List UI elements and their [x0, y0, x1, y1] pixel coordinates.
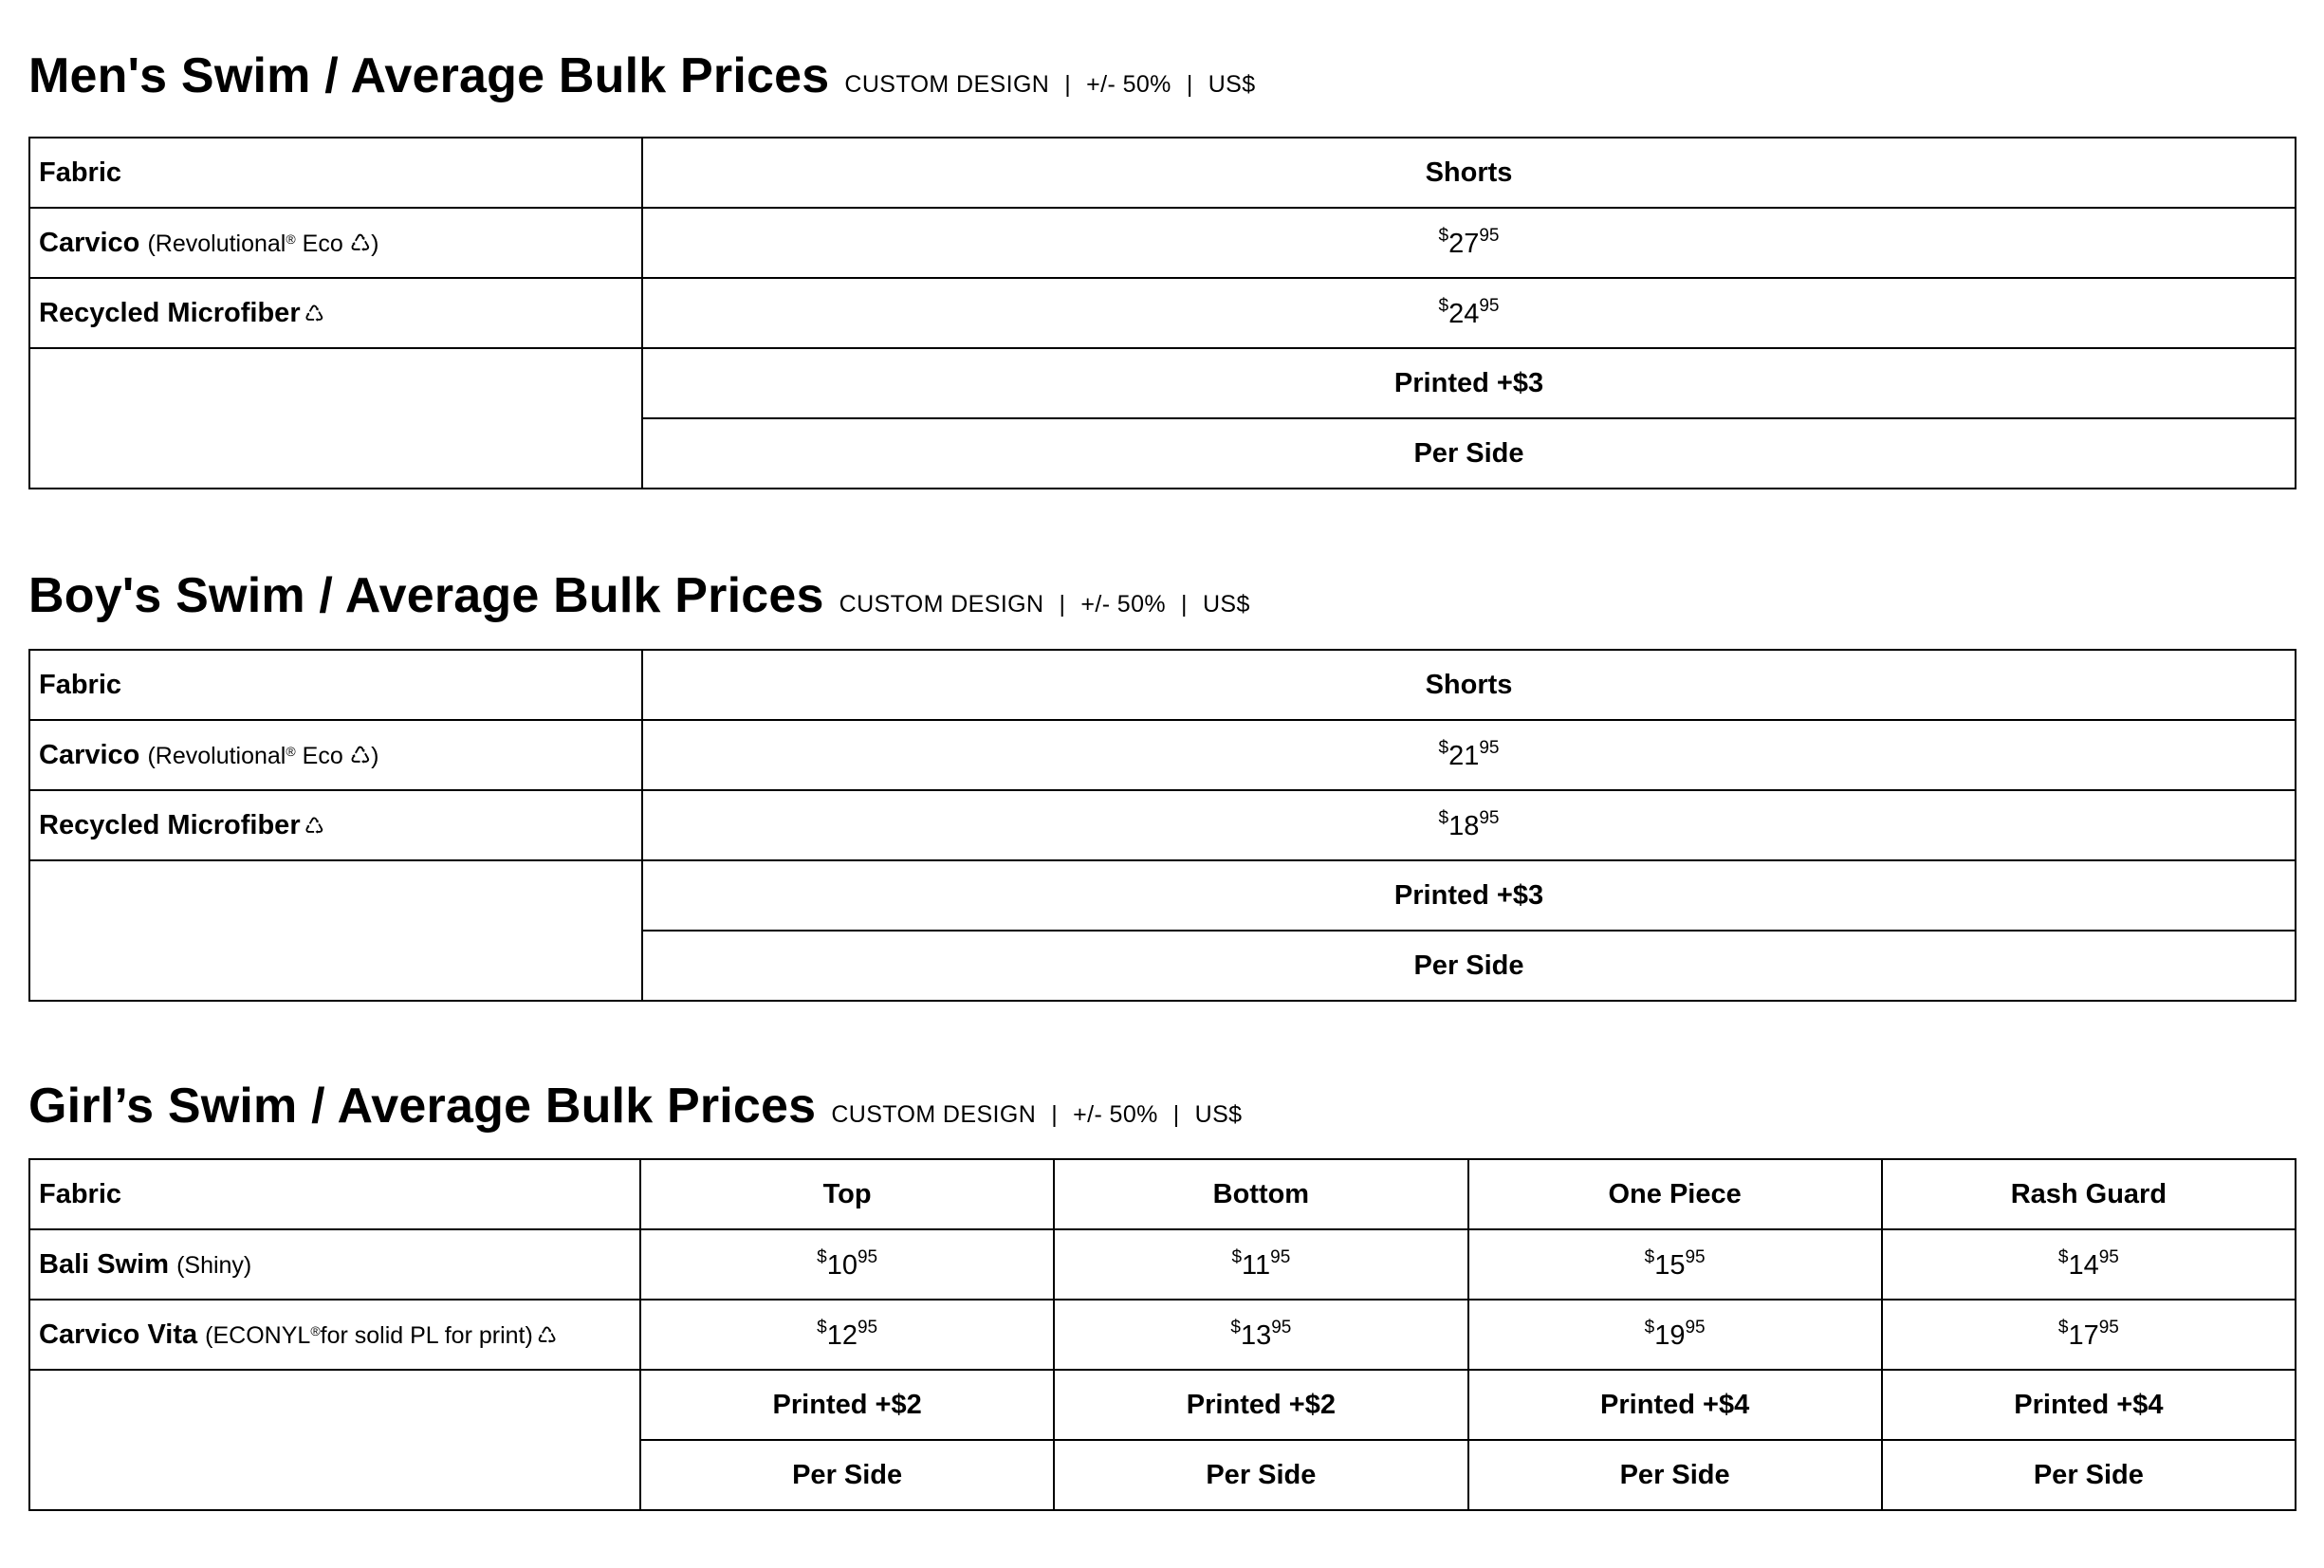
meta-currency: US$ — [1194, 1101, 1243, 1128]
fabric-cell — [29, 208, 642, 278]
meta-separator: | — [1186, 71, 1193, 98]
section-heading — [28, 1078, 2296, 1148]
price-dollars: 27 — [1448, 229, 1480, 259]
price-cents: 95 — [857, 1247, 878, 1267]
recycle-icon: ♺ — [304, 813, 325, 839]
section-meta — [844, 71, 1255, 99]
registered-mark: ® — [310, 1322, 321, 1338]
section-title: Girl’s Swim / Average Bulk Prices — [28, 1079, 817, 1134]
price-dollars: 10 — [826, 1250, 858, 1281]
printed-surcharge-cell: Printed +$4 — [1882, 1370, 2296, 1440]
price-cents: 95 — [1270, 1247, 1291, 1267]
meta-design: CUSTOM DESIGN — [844, 71, 1050, 98]
price-currency: $ — [1644, 1318, 1655, 1337]
price-cell — [1468, 1229, 1882, 1300]
price-currency: $ — [2057, 1318, 2069, 1337]
price-dollars: 21 — [1448, 741, 1480, 771]
column-header-rash-guard: Rash Guard — [1882, 1159, 2296, 1229]
fabric-cell — [29, 278, 642, 348]
price-cell — [640, 1300, 1054, 1370]
fabric-name: Recycled Microfiber — [39, 809, 301, 840]
price-dollars: 24 — [1448, 299, 1480, 329]
recycle-icon: ♺ — [536, 1322, 558, 1349]
fabric-note-text: Eco ♺) — [295, 742, 379, 769]
section-title: Boy's Swim / Average Bulk Prices — [28, 568, 824, 623]
price-currency: $ — [1230, 1318, 1241, 1337]
meta-variance: +/- 50% — [1080, 591, 1167, 618]
price-currency: $ — [2057, 1247, 2069, 1267]
section-heading — [28, 47, 2296, 118]
per-side-cell: Per Side — [640, 1440, 1054, 1510]
price-cents: 95 — [1479, 226, 1500, 246]
section-meta — [831, 1101, 1242, 1129]
per-side-cell: Per Side — [642, 931, 2296, 1001]
price-cents: 95 — [1685, 1318, 1706, 1337]
per-side-cell: Per Side — [1054, 1440, 1467, 1510]
fabric-cell — [29, 720, 642, 790]
price-currency: $ — [1438, 738, 1449, 758]
per-side-cell: Per Side — [1468, 1440, 1882, 1510]
fabric-note-text: for solid PL for print) — [320, 1321, 533, 1349]
price-cell — [1054, 1229, 1467, 1300]
table-row — [29, 1229, 2296, 1300]
price-dollars: 15 — [1654, 1250, 1686, 1281]
table-row — [29, 208, 2296, 278]
price-cell — [640, 1229, 1054, 1300]
price-dollars: 12 — [826, 1320, 858, 1351]
section-title: Men's Swim / Average Bulk Prices — [28, 48, 830, 103]
registered-mark: ® — [286, 231, 296, 247]
printed-surcharge-cell: Printed +$2 — [640, 1370, 1054, 1440]
table-header-row — [29, 1159, 2296, 1229]
meta-currency: US$ — [1208, 71, 1256, 98]
price-cell — [1882, 1229, 2296, 1300]
empty-fabric-cell — [29, 860, 642, 1001]
fabric-cell — [29, 1300, 640, 1370]
fabric-note — [147, 231, 378, 257]
empty-fabric-cell — [29, 1370, 640, 1510]
table-row — [29, 1300, 2296, 1370]
printed-surcharge-cell: Printed +$3 — [642, 348, 2296, 418]
column-header-top: Top — [640, 1159, 1054, 1229]
meta-currency: US$ — [1202, 591, 1250, 618]
section-girls-swim — [28, 1078, 2296, 1490]
price-cents: 95 — [1479, 808, 1500, 828]
fabric-header-cell: Fabric — [29, 138, 642, 208]
price-table — [28, 137, 2296, 489]
per-side-cell: Per Side — [642, 418, 2296, 489]
column-header-one-piece: One Piece — [1468, 1159, 1882, 1229]
fabric-name: Carvico — [39, 227, 140, 258]
fabric-note: (Shiny) — [176, 1251, 252, 1279]
price-cents: 95 — [1685, 1247, 1706, 1267]
price-cents: 95 — [857, 1318, 878, 1337]
fabric-name: Carvico — [39, 739, 140, 770]
fabric-note — [205, 1322, 533, 1349]
table-row — [29, 1370, 2296, 1440]
price-table — [28, 649, 2296, 1002]
price-table — [28, 1158, 2296, 1511]
column-header-shorts: Shorts — [642, 650, 2296, 720]
meta-separator: | — [1064, 71, 1072, 98]
price-currency: $ — [817, 1247, 827, 1267]
meta-variance: +/- 50% — [1073, 1101, 1158, 1128]
table-header-row — [29, 650, 2296, 720]
price-cell — [642, 720, 2296, 790]
price-dollars: 17 — [2068, 1320, 2099, 1351]
price-dollars: 14 — [2068, 1250, 2099, 1281]
meta-variance: +/- 50% — [1086, 71, 1171, 98]
fabric-note — [147, 743, 378, 769]
fabric-cell — [29, 1229, 640, 1300]
table-row — [29, 720, 2296, 790]
meta-separator: | — [1051, 1101, 1059, 1128]
recycle-icon: ♺ — [304, 301, 325, 327]
price-currency: $ — [817, 1318, 827, 1337]
meta-separator: | — [1059, 591, 1066, 618]
registered-mark: ® — [286, 743, 296, 759]
price-currency: $ — [1438, 226, 1449, 246]
meta-design: CUSTOM DESIGN — [831, 1101, 1037, 1128]
price-cell — [1054, 1300, 1467, 1370]
price-dollars: 18 — [1448, 811, 1480, 841]
price-cell — [642, 790, 2296, 860]
table-row — [29, 790, 2296, 860]
price-dollars: 11 — [1242, 1250, 1271, 1281]
price-currency: $ — [1438, 296, 1449, 316]
table-row — [29, 348, 2296, 418]
price-cents: 95 — [1479, 738, 1500, 758]
fabric-name: Recycled Microfiber — [39, 297, 301, 328]
printed-surcharge-cell: Printed +$2 — [1054, 1370, 1467, 1440]
fabric-header-cell: Fabric — [29, 1159, 640, 1229]
column-header-bottom: Bottom — [1054, 1159, 1467, 1229]
price-dollars: 13 — [1240, 1320, 1272, 1351]
price-cell — [1882, 1300, 2296, 1370]
price-dollars: 19 — [1654, 1320, 1686, 1351]
meta-design: CUSTOM DESIGN — [839, 591, 1044, 618]
per-side-cell: Per Side — [1882, 1440, 2296, 1510]
fabric-note-text: (ECONYL — [205, 1321, 311, 1349]
price-cents: 95 — [1479, 296, 1500, 316]
empty-fabric-cell — [29, 348, 642, 489]
price-cents: 95 — [2098, 1318, 2119, 1337]
price-cell — [1468, 1300, 1882, 1370]
fabric-cell — [29, 790, 642, 860]
price-cents: 95 — [2098, 1247, 2119, 1267]
fabric-note-text: (Revolutional — [147, 742, 286, 769]
fabric-name: Bali Swim — [39, 1248, 169, 1280]
meta-separator: | — [1172, 1101, 1180, 1128]
section-heading — [28, 567, 2296, 637]
section-meta — [839, 591, 1250, 618]
table-row — [29, 860, 2296, 931]
price-currency: $ — [1231, 1247, 1243, 1267]
column-header-shorts: Shorts — [642, 138, 2296, 208]
fabric-name: Carvico Vita — [39, 1319, 198, 1350]
fabric-header-cell: Fabric — [29, 650, 642, 720]
price-currency: $ — [1438, 808, 1449, 828]
fabric-note-text: (Revolutional — [147, 230, 286, 257]
section-boys-swim — [28, 567, 2296, 981]
section-mens-swim — [28, 47, 2296, 469]
price-currency: $ — [1644, 1247, 1655, 1267]
meta-separator: | — [1181, 591, 1188, 618]
price-cell — [642, 278, 2296, 348]
table-row — [29, 278, 2296, 348]
price-cell — [642, 208, 2296, 278]
printed-surcharge-cell: Printed +$3 — [642, 860, 2296, 931]
fabric-note-text: Eco ♺) — [295, 230, 379, 257]
price-cents: 95 — [1271, 1318, 1292, 1337]
printed-surcharge-cell: Printed +$4 — [1468, 1370, 1882, 1440]
table-header-row — [29, 138, 2296, 208]
